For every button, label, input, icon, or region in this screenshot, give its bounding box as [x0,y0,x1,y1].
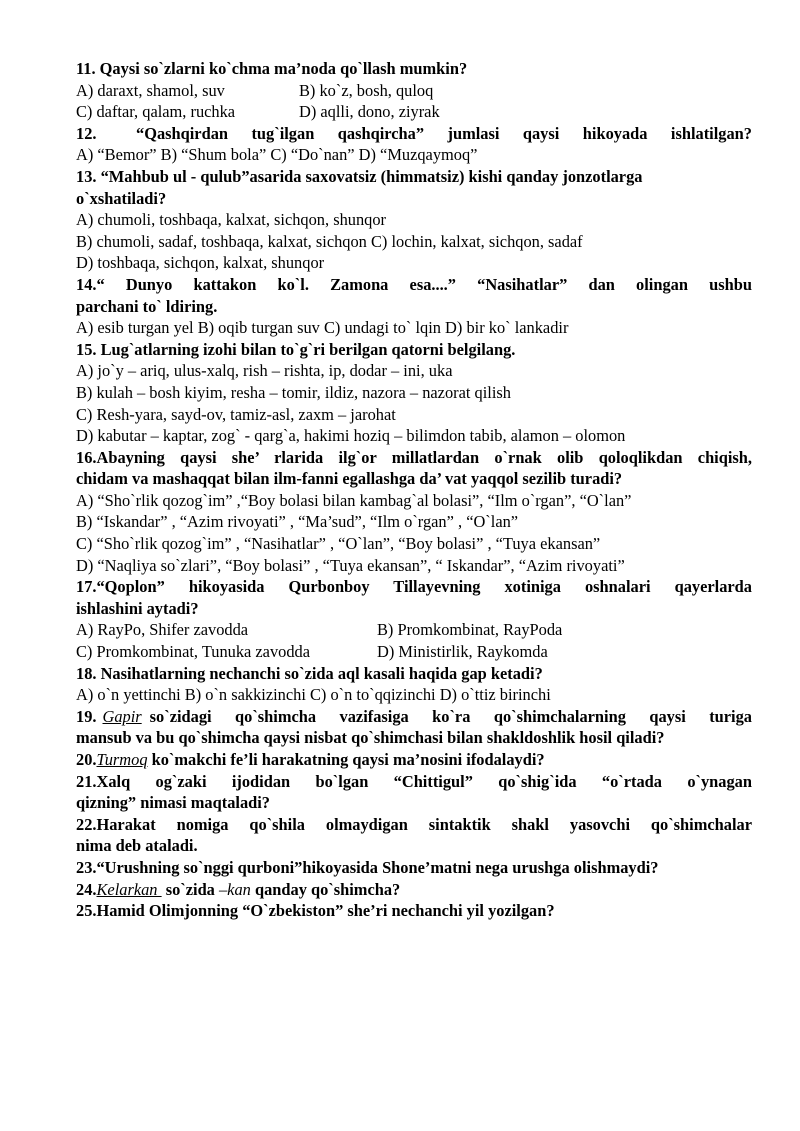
question-17-title-line1: 17.“Qoplon” hikoyasida Qurbonboy Tillayevning xotiniga oshnalari qayerlarda [76,577,752,597]
question-16-option-c: C) “Sho`rlik qozog`im” , “Nasihatlar” , “O`lan”, “Boy bolasi” , “Tuya ekansan” [76,534,601,554]
question-24-word: Kelarkan [96,879,162,899]
question-18-options: A) o`n yettinchi B) o`n sakkizinchi C) o`n to`qqizinchi D) o`ttiz birinchi [76,685,551,705]
question-11-option-b: B) ko`z, bosh, quloq [299,80,434,100]
question-17-option-c: C) Promkombinat, Tunuka zavodda [76,642,311,662]
question-17-options-row2 [76,641,752,663]
question-12-title [76,123,752,145]
question-16-option-a: A) “Sho`rlik qozog`im” ,“Boy bolasi bilan kambag`al bolasi”, “Ilm o`rgan”, “O`lan” [76,490,632,510]
question-11-option-c: C) daftar, qalam, ruchka [76,102,236,122]
question-12-text: “Qashqirdan tug`ilgan qashqircha” jumlasi qaysi hikoyada ishlatilgan? [136,123,752,143]
question-19-number: 19. [76,706,97,726]
question-22-title-line1: 22.Harakat nomiga qo`shila olmaydigan sintaktik shakl yasovchi qo`shimchalar [76,814,752,834]
question-20-number: 20. [76,750,97,769]
question-15-option-a: A) jo`y – ariq, ulus-xalq, rish – rishta, ip, dodar – ini, uka [76,361,453,381]
question-13-option-d: D) toshbaqa, sichqon, kalxat, shunqor [76,253,325,273]
question-25-title: 25.Hamid Olimjonning “O`zbekiston” she’ri nechanchi yil yozilgan? [76,901,555,921]
question-24-mid: so`zida [161,879,219,899]
question-12-number: 12. [76,123,97,143]
question-15-title: 15. Lug`atlarning izohi bilan to`g`ri berilgan qatorni belgilang. [76,339,516,359]
question-24-number: 24. [76,879,97,899]
question-19-title-line1 [76,706,752,728]
question-19-word: Gapir [102,706,142,726]
question-13-option-bc: B) chumoli, sadaf, toshbaqa, kalxat, sichqon C) lochin, kalxat, sichqon, sadaf [76,231,583,251]
question-17-option-d: D) Ministirlik, Raykomda [377,642,548,662]
question-19-title-line2: mansub va bu qo`shimcha qaysi nisbat qo`shimchasi bilan shakldoshlik hosil qiladi? [76,728,665,748]
question-14-options: A) esib turgan yel B) oqib turgan suv C) undagi to` lqin D) bir ko` lankadir [76,318,569,338]
question-16-option-b: B) “Iskandar” , “Azim rivoyati” , “Ma’sud”, “Ilm o`rgan” , “O`lan” [76,512,519,532]
question-14-title-line1: 14.“ Dunyo kattakon ko`l. Zamona esa....” “Nasihatlar” dan olingan ushbu [76,274,752,294]
question-11-option-a: A) daraxt, shamol, suv [76,80,225,100]
question-21-title-line1: 21.Xalq og`zaki ijodidan bo`lgan “Chittigul” qo`shig`ida “o`rtada o`ynagan [76,771,752,791]
question-20-word: Turmoq [96,750,148,769]
question-15-option-d: D) kabutar – kaptar, zog` - qarg`a, hakimi hoziq – bilimdon tabib, alamon – olomon [76,426,626,446]
question-15-option-b: B) kulah – bosh kiyim, resha – tomir, ildiz, nazora – nazorat qilish [76,382,511,402]
question-19-text: so`zidagi qo`shimcha vazifasiga ko`ra qo`shimchalarning qaysi turiga [149,706,752,726]
question-24-end: qanday qo`shimcha? [250,879,401,899]
question-24-suffix: –kan [218,879,251,899]
question-13-option-a: A) chumoli, toshbaqa, kalxat, sichqon, shunqor [76,210,387,230]
question-21-title-line2: qizning” nimasi maqtaladi? [76,793,270,813]
question-16-title-line1: 16.Abayning qaysi she’ rlarida ilg`or millatlardan o`rnak olib qoloqlikdan chiqish, [76,447,752,467]
question-17-option-a: A) RayPo, Shifer zavodda [76,620,249,640]
question-14-title-line2: parchani to` ldiring. [76,296,218,316]
question-15-option-c: C) Resh-yara, sayd-ov, tamiz-asl, zaxm – jarohat [76,404,396,424]
question-24-title [76,879,752,901]
question-13-title-line1: 13. “Mahbub ul - qulub”asarida saxovatsiz (himmatsiz) kishi qanday jonzotlarga [76,166,643,186]
question-20-text: ko`makchi fe’li harakatning qaysi ma’nosini ifodalaydi? [147,750,545,769]
question-11-options-row1 [76,80,752,102]
question-18-title: 18. Nasihatlarning nechanchi so`zida aql kasali haqida gap ketadi? [76,663,543,683]
question-22-title-line2: nima deb ataladi. [76,836,198,856]
question-20-title [76,749,752,771]
question-12-options: A) “Bemor” B) “Shum bola” C) “Do`nan” D) “Muzqaymoq” [76,145,478,165]
question-16-option-d: D) “Naqliya so`zlari”, “Boy bolasi” , “Tuya ekansan”, “ Iskandar”, “Azim rivoyati” [76,555,625,575]
question-11-option-d: D) aqlli, dono, ziyrak [299,102,440,122]
question-16-title-line2: chidam va mashaqqat bilan ilm-fanni egallashga da’ vat yaqqol sezilib turadi? [76,469,623,489]
question-17-title-line2: ishlashini aytadi? [76,598,199,618]
question-13-title-line2: o`xshatiladi? [76,188,167,208]
question-11-options-row2 [76,101,752,123]
question-17-option-b: B) Promkombinat, RayPoda [377,620,563,640]
question-23-title: 23.“Urushning so`nggi qurboni”hikoyasida Shone’matni nega urushga olishmaydi? [76,857,659,877]
question-11-title: 11. Qaysi so`zlarni ko`chma ma’noda qo`llash mumkin? [76,59,468,78]
test-page [76,58,752,922]
question-17-options-row1 [76,619,752,641]
